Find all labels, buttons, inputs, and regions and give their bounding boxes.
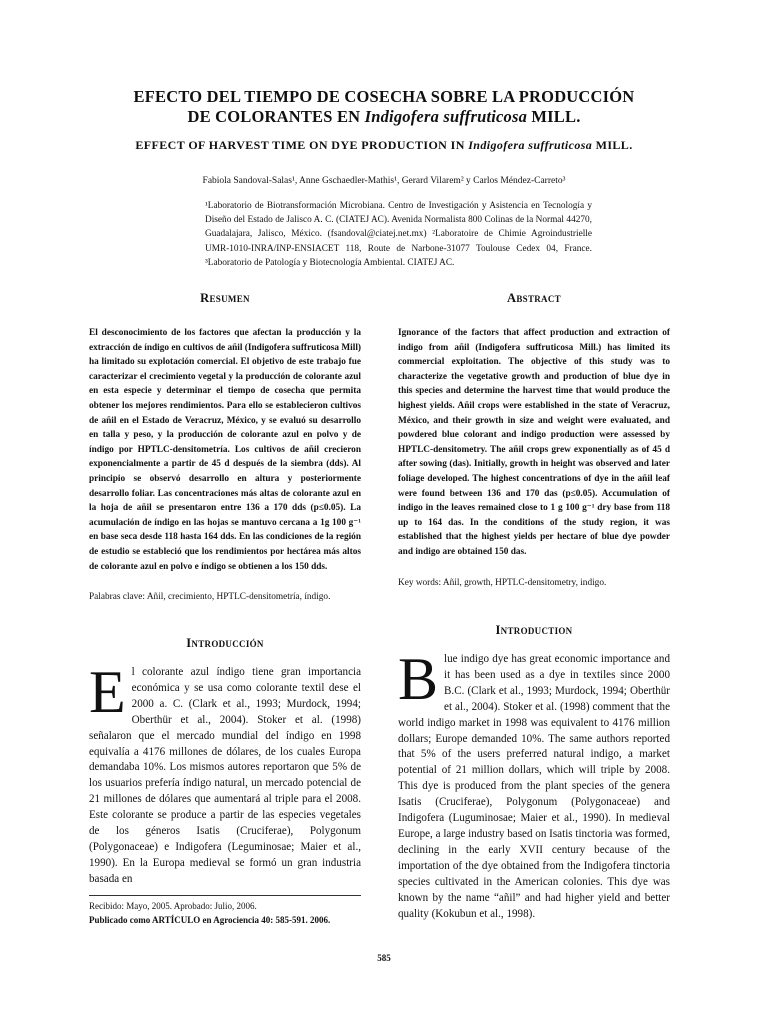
title-english-pre: EFFECT OF HARVEST TIME ON DYE PRODUCTION IN [135,138,469,152]
abstract-keywords [398,576,670,590]
abstract-keywords-value: Añil, growth, HPTLC-densitometry, indigo. [441,577,607,588]
resumen-keywords-value: Añil, crecimiento, HPTLC-densitometría, índigo. [145,592,331,603]
introduction-body: lue indigo dye has great economic importance and it has been used as a dye in textiles since 2000 B.C. (Clark et al., 1993; Murdock, 1994; Oberthür et al., 2004). Stoker et al. (1998) comment that the world indigo market in 1998 was equivalent to 4176 million dollars; Europe demanded 10%. The same authors reported that 5% of the users preferred natural indigo, a market potential of 21 million dollars, which will triple by 2008. This dye is produced from the plant species of the genera Isatis (Cruciferae), Polygonum (Polygonaceae) and Indigofera (Luguminosae; Maier et al., 1990). In medieval Europe, a large industry based on Isatis tinctoria was formed, declining in the early XVII century because of the importation of the dye obtained from the Indigofera tinctoria species cultivated in the American colonies. This dye was known by the name “añil” and had higher yield and better quality (Kokubun et al., 1998). [398,653,670,920]
introduccion-section [89,636,361,888]
abstract-section [398,291,670,590]
abstract-keywords-label: Key words: [398,577,442,588]
received-date: Recibido: Mayo, 2005. Aprobado: Julio, 2006. [89,901,257,911]
affiliations: ¹Laboratorio de Biotransformación Microbiana. Centro de Investigación y Asistencia en Tecnología y Diseño del Estado de Jalisco A. C. (CIATEJ AC). Avenida Normalista 800 Colinas de la Normal 44270, Guadalajara, Jalisco, México. (fsandoval@ciatej.net.mx) ²Laboratoire de Chimie Agroindustrielle UMR-1010-INRA/INP-ENSIACET 118, Route de Narbone-31077 Toulouse Cedex 04, France. ³Laboratorio de Patología y Biotecnología Ambiental. CIATEJ AC. [205,201,592,268]
title-spanish [0,87,768,127]
introduction-dropcap: B [398,646,439,712]
page-number: 585 [377,953,391,963]
published-info: Publicado como ARTÍCULO en Agrociencia 40: 585-591. 2006. [89,914,331,925]
resumen-keywords-label: Palabras clave: [89,592,146,603]
title-spanish-species: Indigofera suffruticosa [364,107,528,126]
introduction-heading: Introduction [495,623,573,637]
introduction-text [398,646,670,922]
introduccion-heading: Introducción [186,636,264,650]
publication-dates [89,895,361,927]
title-english [0,138,768,153]
resumen-text: El desconocimiento de los factores que afectan la producción y la extracción de índigo en cultivos de añil (Indigofera suffruticosa Mill) ha limitado su explotación comercial. El objetivo de este trabajo fue caracterizar el crecimiento vegetal y la producción de colorante azul en esta especie y determinar el tiempo de cosecha que permita obtener los mejores rendimientos. Para ello se establecieron cultivos de añil en el Estado de Veracruz, México, y se evaluó su desarrollo en talla y peso, y la producción de colorante azul en polvo y de índigo por HPTLC-densitometría. Los cultivos de añil crecieron exponencialmente a partir de 45 d después de la siembra (dds). Al principio se observó desarrollo en altura y posteriormente desarrollo foliar. Las concentraciones más altas de colorante azul en la hoja de añil se presentaron entre 136 a 170 dds (p≤0.05). La acumulación de índigo en las hojas se mantuvo cercana a 1g 100 g⁻¹ en base seca desde 118 hasta 164 dds. En las condiciones de la región de estudio se estableció que los rendimientos por hectárea más altos de colorante azul en polvo e índigo se obtienen a los 150 dds. [89,328,361,572]
title-spanish-line2-post: MILL. [527,107,581,126]
title-spanish-line2-pre: DE COLORANTES EN [187,107,365,126]
resumen-keywords [89,590,361,604]
title-spanish-line2 [0,107,768,127]
abstract-text: Ignorance of the factors that affect production and extraction of indigo from añil (Indigofera suffruticosa Mill.) has limited its commercial exploitation. The objective of this study was to characterize the vegetative growth and production of blue dye in this species and determine the harvest time that would produce the highest yields. Añil crops were established in the state of Veracruz, México, and their growth in size and weight were evaluated, and powdered blue colorant and indigo production were assessed by HPTLC-densitometry. The añil crops grew exponentially as of 45 d after sowing (das). Initially, growth in height was observed and later foliage developed. The highest concentrations of dye in the añil leaf were found between 136 and 170 das (p≤0.05). Accumulation of indigo in the leaves remained close to 1 g 100 g⁻¹ dry base from 118 up to 164 das. In the conditions of the study region, it was established that the highest yields per hectare of blue dye powder and indigo are obtained 150 das. [398,328,670,557]
resumen-heading: Resumen [200,291,250,305]
introduccion-dropcap: E [89,659,126,725]
title-english-species: Indigofera suffruticosa [468,138,593,152]
title-english-post: MILL. [592,138,633,152]
abstract-heading: Abstract [507,291,561,305]
authors: Fabiola Sandoval-Salas¹, Anne Gschaedler-Mathis¹, Gerard Vilarem² y Carlos Méndez-Carreto³ [202,176,566,186]
title-spanish-line1: EFECTO DEL TIEMPO DE COSECHA SOBRE LA PRODUCCIÓN [133,87,635,106]
resumen-section [89,291,361,604]
introduccion-body: l colorante azul índigo tiene gran importancia económica y se usa como colorante textil dese el 2000 a. C. (Clark et al., 1993; Murdock, 1994; Oberthür et al., 2004). Stoker et al. (1998) señalaron que el mercado mundial del índigo en 1998 equivalía a 4176 millones de dólares, de los cuales Europa demandaba 10%. Los mismos autores reportaron que 5% de los usuarios prefería índigo natural, un mercado potencial de 21 millones de dólares que aumentará al triple para el 2008. Este colorante se produce a partir de las especies vegetales de los géneros Isatis (Cruciferae), Polygonum (Polygonaceae) e Indigofera (Leguminosae; Maier et al., 1990). En la Europa medieval se formó un gran industria basada en [89,666,361,885]
introduccion-text [89,659,361,888]
introduction-section [398,623,670,922]
